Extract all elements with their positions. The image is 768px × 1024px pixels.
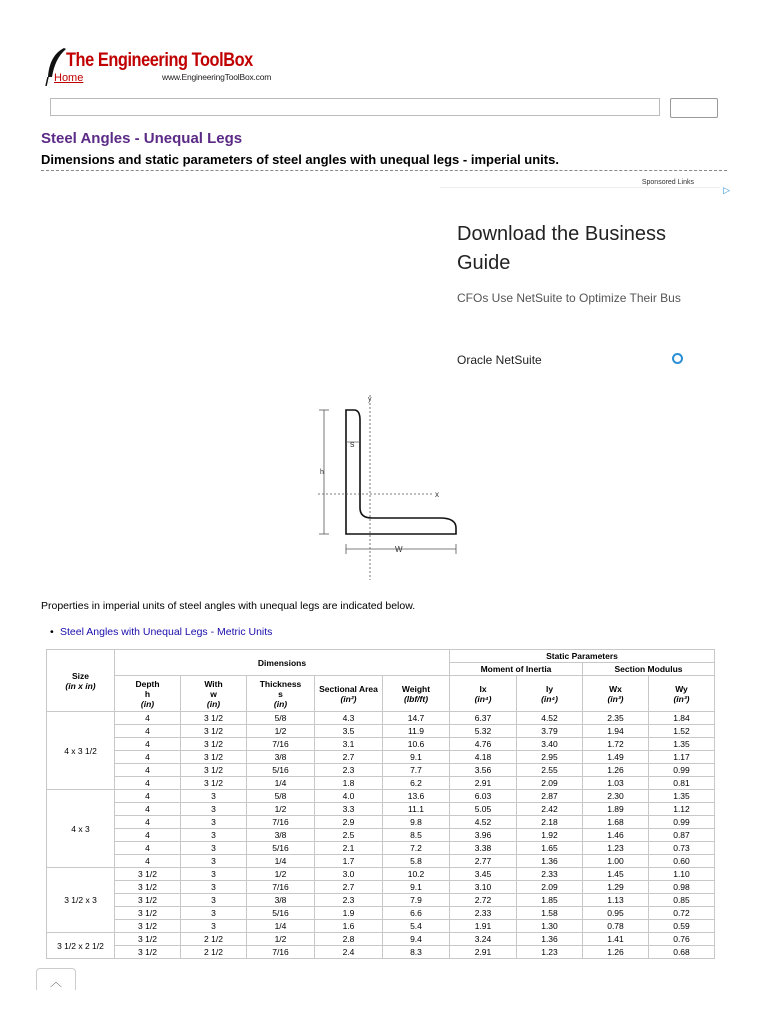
table-cell: 0.60 — [649, 855, 715, 868]
header-static: Static Parameters — [450, 650, 715, 663]
table-row — [47, 894, 715, 907]
table-cell: 9.1 — [383, 881, 450, 894]
table-cell: 3 1/2 — [181, 764, 247, 777]
chevron-up-icon: ︿ — [50, 975, 63, 989]
table-cell: 4.0 — [315, 790, 383, 803]
table-cell: 0.73 — [649, 842, 715, 855]
table-cell: 1.91 — [450, 920, 517, 933]
table-cell: 9.4 — [383, 933, 450, 946]
table-cell: 1.45 — [583, 868, 649, 881]
table-cell: 3 — [181, 855, 247, 868]
ad-advertiser[interactable]: Oracle NetSuite — [457, 353, 542, 367]
table-cell: 2.1 — [315, 842, 383, 855]
table-cell: 2.09 — [517, 881, 583, 894]
table-cell: 1.17 — [649, 751, 715, 764]
thickness-label: s — [350, 439, 355, 449]
table-cell: 5.05 — [450, 803, 517, 816]
table-cell: 3 — [181, 868, 247, 881]
header-dimensions: Dimensions — [115, 650, 450, 676]
header-width: With w (in) — [181, 676, 247, 712]
search-input[interactable] — [50, 98, 660, 116]
table-cell: 1/4 — [247, 920, 315, 933]
table-cell: 4.76 — [450, 738, 517, 751]
table-cell: 1.13 — [583, 894, 649, 907]
table-cell: 9.8 — [383, 816, 450, 829]
table-row — [47, 751, 715, 764]
table-cell: 1.49 — [583, 751, 649, 764]
table-cell: 1.65 — [517, 842, 583, 855]
table-cell: 2.42 — [517, 803, 583, 816]
header-thickness: Thickness s (in) — [247, 676, 315, 712]
table-cell: 7/16 — [247, 816, 315, 829]
table-cell: 2.18 — [517, 816, 583, 829]
ad-description: CFOs Use NetSuite to Optimize Their Bus — [457, 291, 681, 305]
table-cell: 4 — [115, 738, 181, 751]
table-row — [47, 738, 715, 751]
table-cell: 0.99 — [649, 764, 715, 777]
table-cell: 3.0 — [315, 868, 383, 881]
table-cell: 3 1/2 — [115, 868, 181, 881]
table-cell: 1/2 — [247, 803, 315, 816]
table-row — [47, 712, 715, 725]
table-cell: 3 — [181, 790, 247, 803]
table-cell: 4 — [115, 712, 181, 725]
table-cell: 3 — [181, 829, 247, 842]
home-link[interactable]: Home — [54, 72, 84, 84]
table-cell: 1.9 — [315, 907, 383, 920]
table-cell: 1.58 — [517, 907, 583, 920]
page-subtitle: Dimensions and static parameters of steel angles with unequal legs - imperial units. — [41, 152, 559, 167]
table-row — [47, 816, 715, 829]
table-cell: 4 — [115, 790, 181, 803]
header-wx: Wx (in³) — [583, 676, 649, 712]
table-row — [47, 842, 715, 855]
table-row — [47, 868, 715, 881]
table-cell: 2.35 — [583, 712, 649, 725]
table-cell: 1.85 — [517, 894, 583, 907]
table-cell: 1.92 — [517, 829, 583, 842]
table-cell: 1.72 — [583, 738, 649, 751]
table-row — [47, 790, 715, 803]
site-logo[interactable] — [44, 47, 294, 87]
table-cell: 7.2 — [383, 842, 450, 855]
table-cell: 8.5 — [383, 829, 450, 842]
table-cell: 0.95 — [583, 907, 649, 920]
table-cell: 4 — [115, 764, 181, 777]
x-axis-label: x — [435, 490, 439, 499]
table-cell: 2.3 — [315, 894, 383, 907]
sponsored-label: Sponsored Links — [641, 179, 694, 186]
table-row — [47, 777, 715, 790]
table-row — [47, 829, 715, 842]
table-cell: 13.6 — [383, 790, 450, 803]
table-cell: 1.94 — [583, 725, 649, 738]
table-cell: 1.6 — [315, 920, 383, 933]
table-cell: 2.7 — [315, 881, 383, 894]
table-cell: 5/16 — [247, 842, 315, 855]
table-cell: 1.23 — [583, 842, 649, 855]
table-cell: 1/4 — [247, 855, 315, 868]
table-cell: 7.7 — [383, 764, 450, 777]
table-cell: 3 1/2 — [181, 738, 247, 751]
ad-open-icon[interactable] — [672, 353, 683, 364]
table-row — [47, 907, 715, 920]
table-cell: 3 — [181, 816, 247, 829]
table-cell: 2 1/2 — [181, 933, 247, 946]
table-cell: 6.2 — [383, 777, 450, 790]
table-cell: 3.96 — [450, 829, 517, 842]
properties-intro: Properties in imperial units of steel angles with unequal legs are indicated below. — [41, 600, 416, 612]
page-title: Steel Angles - Unequal Legs — [41, 130, 243, 147]
table-cell: 1.26 — [583, 764, 649, 777]
table-cell: 4 — [115, 725, 181, 738]
table-cell: 2.33 — [450, 907, 517, 920]
table-cell: 1/2 — [247, 868, 315, 881]
table-cell: 2.5 — [315, 829, 383, 842]
width-label: W — [395, 545, 403, 554]
table-cell: 3.1 — [315, 738, 383, 751]
table-cell: 3.56 — [450, 764, 517, 777]
table-cell: 1.41 — [583, 933, 649, 946]
header-ix: Ix (in⁴) — [450, 676, 517, 712]
table-cell: 1.68 — [583, 816, 649, 829]
table-cell: 4.52 — [517, 712, 583, 725]
table-cell: 6.37 — [450, 712, 517, 725]
size-cell: 3 1/2 x 3 — [47, 868, 115, 933]
table-cell: 3 1/2 — [115, 933, 181, 946]
table-cell: 10.6 — [383, 738, 450, 751]
table-cell: 2.4 — [315, 946, 383, 959]
table-cell: 1.23 — [517, 946, 583, 959]
table-cell: 2.72 — [450, 894, 517, 907]
y-axis-label: y — [368, 396, 372, 403]
table-cell: 0.85 — [649, 894, 715, 907]
table-cell: 2.33 — [517, 868, 583, 881]
table-cell: 3 1/2 — [181, 751, 247, 764]
table-cell: 3.40 — [517, 738, 583, 751]
header-depth: Depth h (in) — [115, 676, 181, 712]
table-cell: 3 — [181, 907, 247, 920]
table-cell: 0.72 — [649, 907, 715, 920]
table-cell: 2.30 — [583, 790, 649, 803]
table-cell: 3.5 — [315, 725, 383, 738]
header-iy: Iy (in⁴) — [517, 676, 583, 712]
table-cell: 4 — [115, 803, 181, 816]
table-row — [47, 920, 715, 933]
table-cell: 5/16 — [247, 907, 315, 920]
table-cell: 1.8 — [315, 777, 383, 790]
table-cell: 5.8 — [383, 855, 450, 868]
table-row — [47, 764, 715, 777]
table-cell: 1.89 — [583, 803, 649, 816]
table-cell: 3 — [181, 920, 247, 933]
table-cell: 3 1/2 — [181, 712, 247, 725]
table-row — [47, 933, 715, 946]
table-cell: 1/2 — [247, 933, 315, 946]
table-cell: 3 — [181, 894, 247, 907]
table-cell: 6.03 — [450, 790, 517, 803]
table-cell: 1.10 — [649, 868, 715, 881]
table-cell: 5/8 — [247, 712, 315, 725]
table-cell: 3/8 — [247, 894, 315, 907]
table-cell: 10.2 — [383, 868, 450, 881]
table-cell: 1.12 — [649, 803, 715, 816]
table-body — [47, 712, 715, 959]
table-cell: 7/16 — [247, 881, 315, 894]
header-moment-of-inertia: Moment of Inertia — [450, 663, 583, 676]
table-cell: 3 1/2 — [181, 725, 247, 738]
size-cell: 4 x 3 1/2 — [47, 712, 115, 790]
table-cell: 4.3 — [315, 712, 383, 725]
sponsored-ad[interactable] — [440, 178, 730, 378]
table-cell: 1.46 — [583, 829, 649, 842]
table-cell: 4 — [115, 777, 181, 790]
table-cell: 2.09 — [517, 777, 583, 790]
table-row — [47, 803, 715, 816]
adchoices-icon[interactable]: ▷ — [723, 185, 730, 195]
header-area: Sectional Area (in²) — [315, 676, 383, 712]
table-cell: 1.36 — [517, 933, 583, 946]
header-wy: Wy (in³) — [649, 676, 715, 712]
table-cell: 2.77 — [450, 855, 517, 868]
table-cell: 5/16 — [247, 764, 315, 777]
steel-angles-table — [46, 649, 715, 959]
table-cell: 6.6 — [383, 907, 450, 920]
table-cell: 3 — [181, 881, 247, 894]
table-cell: 3 — [181, 842, 247, 855]
table-cell: 1.03 — [583, 777, 649, 790]
table-cell: 14.7 — [383, 712, 450, 725]
table-cell: 1.36 — [517, 855, 583, 868]
table-cell: 0.98 — [649, 881, 715, 894]
table-cell: 2.55 — [517, 764, 583, 777]
table-cell: 5.32 — [450, 725, 517, 738]
table-cell: 2.7 — [315, 751, 383, 764]
table-cell: 3 1/2 — [115, 920, 181, 933]
table-cell: 3.38 — [450, 842, 517, 855]
table-cell: 3.10 — [450, 881, 517, 894]
table-row — [47, 881, 715, 894]
table-cell: 5.4 — [383, 920, 450, 933]
table-cell: 5/8 — [247, 790, 315, 803]
ad-headline[interactable]: Download the Business Guide — [457, 223, 667, 274]
table-cell: 4.52 — [450, 816, 517, 829]
table-cell: 11.1 — [383, 803, 450, 816]
table-cell: 1.52 — [649, 725, 715, 738]
table-cell: 1.35 — [649, 790, 715, 803]
depth-label: h — [320, 469, 324, 476]
table-cell: 3.3 — [315, 803, 383, 816]
metric-units-link[interactable]: • Steel Angles with Unequal Legs - Metric Units — [60, 626, 272, 638]
table-cell: 11.9 — [383, 725, 450, 738]
size-cell: 4 x 3 — [47, 790, 115, 868]
table-cell: 0.76 — [649, 933, 715, 946]
brand-name: The Engineering ToolBox — [66, 50, 253, 71]
site-url: www.EngineeringToolBox.com — [162, 72, 272, 82]
table-cell: 1.26 — [583, 946, 649, 959]
table-row — [47, 725, 715, 738]
table-cell: 2.9 — [315, 816, 383, 829]
table-cell: 2.87 — [517, 790, 583, 803]
table-cell: 3/8 — [247, 829, 315, 842]
table-cell: 1.29 — [583, 881, 649, 894]
table-cell: 0.87 — [649, 829, 715, 842]
table-cell: 1/2 — [247, 725, 315, 738]
table-cell: 3/8 — [247, 751, 315, 764]
table-cell: 3 1/2 — [181, 777, 247, 790]
table-cell: 2.8 — [315, 933, 383, 946]
divider — [41, 170, 727, 171]
table-cell: 0.59 — [649, 920, 715, 933]
table-cell: 1.35 — [649, 738, 715, 751]
table-cell: 1.7 — [315, 855, 383, 868]
table-cell: 7/16 — [247, 738, 315, 751]
table-cell: 1.30 — [517, 920, 583, 933]
table-row — [47, 855, 715, 868]
table-cell: 0.81 — [649, 777, 715, 790]
size-cell: 3 1/2 x 2 1/2 — [47, 933, 115, 959]
table-cell: 3.24 — [450, 933, 517, 946]
table-cell: 2 1/2 — [181, 946, 247, 959]
table-cell: 3 1/2 — [115, 946, 181, 959]
table-cell: 4.18 — [450, 751, 517, 764]
table-cell: 4 — [115, 855, 181, 868]
table-cell: 4 — [115, 751, 181, 764]
table-cell: 3.79 — [517, 725, 583, 738]
table-cell: 2.91 — [450, 946, 517, 959]
table-cell: 2.3 — [315, 764, 383, 777]
table-cell: 0.78 — [583, 920, 649, 933]
table-cell: 7/16 — [247, 946, 315, 959]
table-cell: 3.45 — [450, 868, 517, 881]
table-cell: 9.1 — [383, 751, 450, 764]
table-cell: 1/4 — [247, 777, 315, 790]
header-size: Size (in x in) — [47, 650, 115, 712]
ad-divider — [440, 187, 720, 188]
table-cell: 7.9 — [383, 894, 450, 907]
table-cell: 2.95 — [517, 751, 583, 764]
table-cell: 1.84 — [649, 712, 715, 725]
table-cell: 8.3 — [383, 946, 450, 959]
header-section-modulus: Section Modulus — [583, 663, 715, 676]
table-row — [47, 946, 715, 959]
table-cell: 1.00 — [583, 855, 649, 868]
table-cell: 3 1/2 — [115, 894, 181, 907]
header-weight: Weight (lbf/ft) — [383, 676, 450, 712]
table-cell: 3 1/2 — [115, 907, 181, 920]
table-cell: 0.68 — [649, 946, 715, 959]
angle-section-diagram — [310, 390, 470, 585]
table-cell: 3 — [181, 803, 247, 816]
table-cell: 2.91 — [450, 777, 517, 790]
table-cell: 4 — [115, 829, 181, 842]
table-cell: 3 1/2 — [115, 881, 181, 894]
table-cell: 0.99 — [649, 816, 715, 829]
search-button[interactable] — [670, 98, 718, 118]
table-cell: 4 — [115, 842, 181, 855]
scroll-top-button[interactable] — [36, 968, 76, 990]
table-cell: 4 — [115, 816, 181, 829]
